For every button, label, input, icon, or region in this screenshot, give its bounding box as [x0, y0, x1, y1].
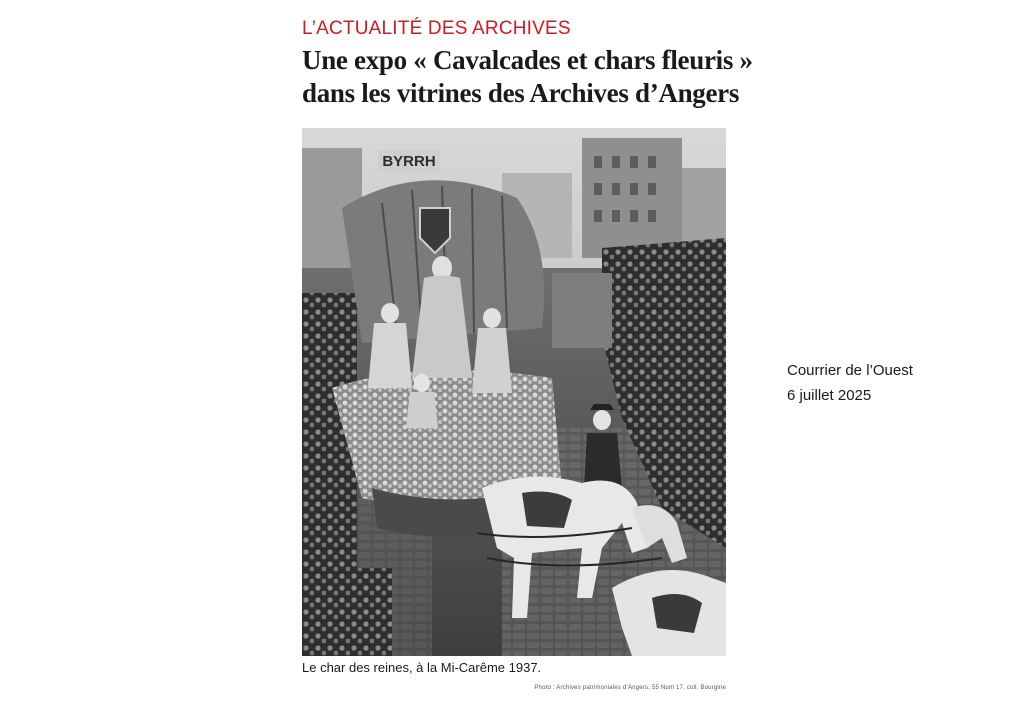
publication-date: 6 juillet 2025 [787, 387, 872, 404]
headline-line-2: dans les vitrines des Archives d’Angers [302, 78, 740, 108]
photo-caption: Le char des reines, à la Mi-Carême 1937. [302, 660, 542, 675]
headline-line-1: Une expo « Cavalcades et chars fleuris » [302, 45, 753, 75]
parade-float-photo [302, 128, 726, 656]
crowd-bottom-left [302, 568, 392, 656]
archival-photo [302, 128, 726, 656]
photo-credit: Photo : Archives patrimoniales d’Angers, 55 Num 17, coll. Bourgine [534, 685, 726, 691]
background-float [552, 273, 612, 348]
article-headline [302, 44, 762, 110]
section-kicker: L’ACTUALITÉ DES ARCHIVES [302, 18, 571, 39]
publication-name: Courrier de l’Ouest [787, 362, 913, 379]
rooftop-sign-text: BYRRH [382, 153, 436, 170]
source-reference [787, 358, 913, 408]
